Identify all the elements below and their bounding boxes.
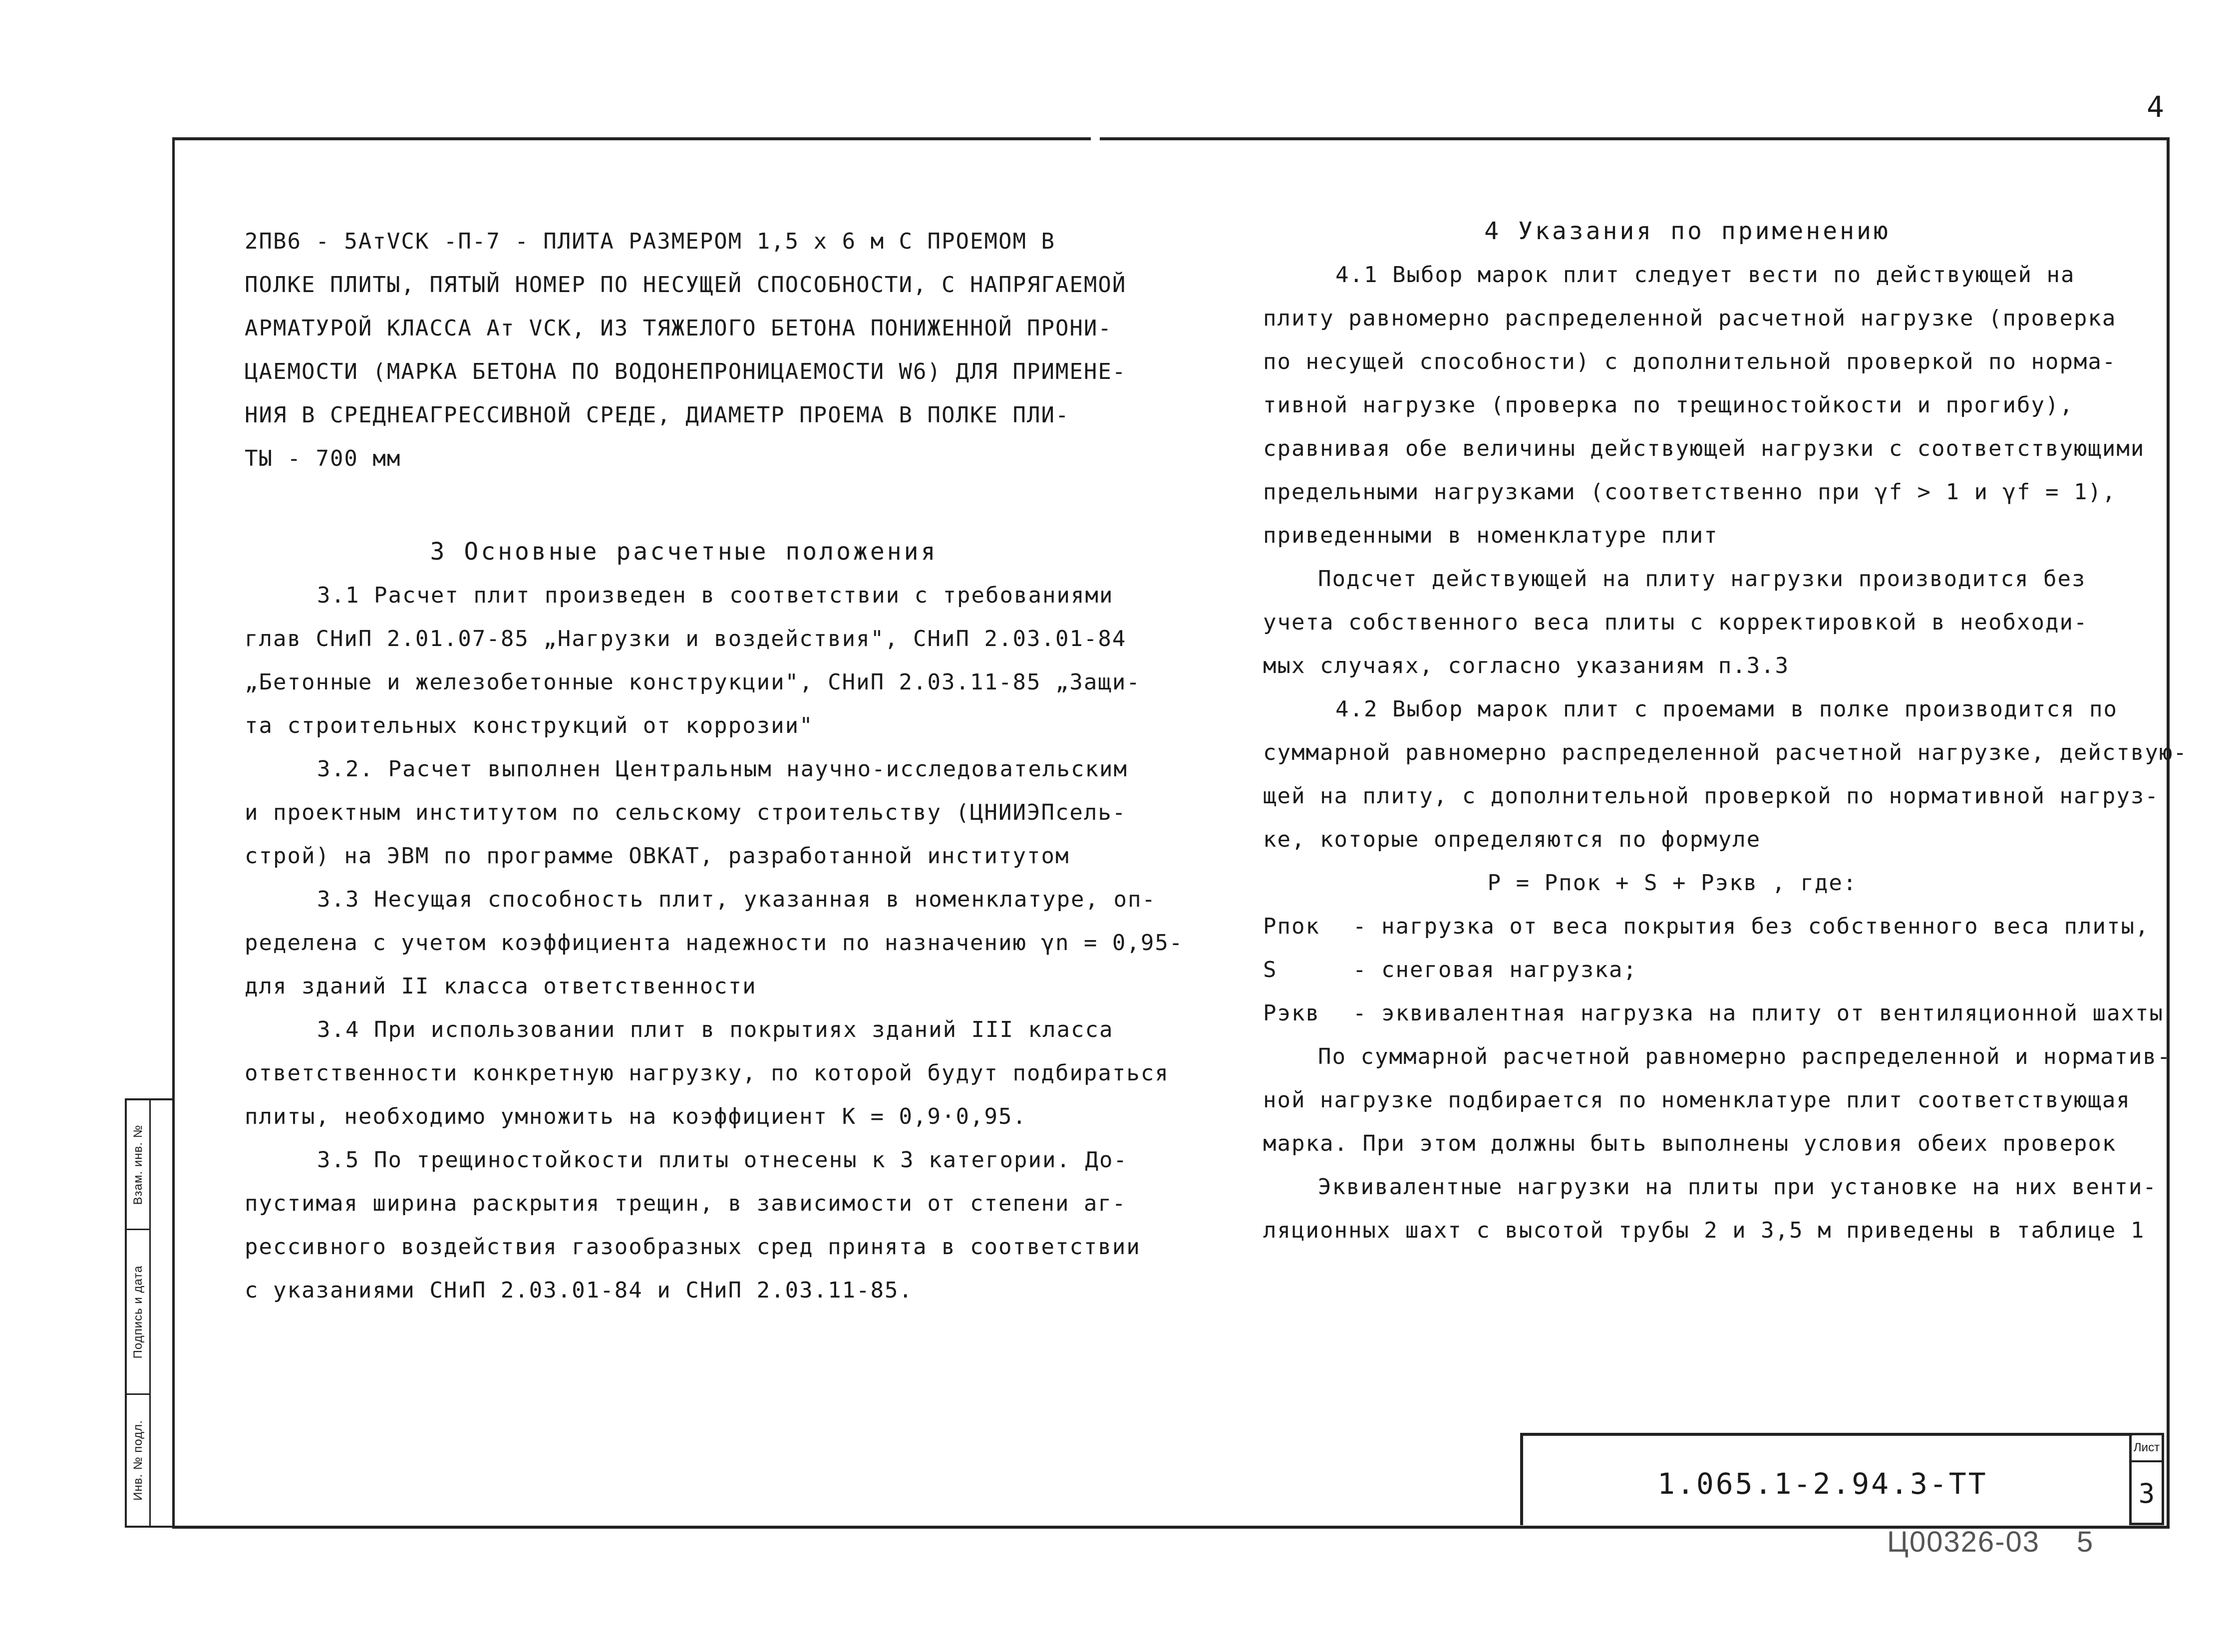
definition-text: - нагрузка от веса покрытия без собственного веса плиты, (1353, 914, 2150, 939)
text-line: 3.1 Расчет плит произведен в соответствии с требованиями (317, 583, 1114, 608)
paragraph-3-1 (245, 574, 1141, 747)
stamp-label: Инв. № подл. (131, 1420, 145, 1501)
left-column (245, 220, 1184, 1312)
section-4-heading: 4 Указания по применению (1484, 217, 1891, 245)
text-line: плиты, необходимо умножить на коэффициент K = 0,9·0,95. (245, 1104, 1027, 1129)
text-line: марка. При этом должны быть выполнены условия обеих проверок (1263, 1131, 2117, 1156)
text-line: пустимая ширина раскрытия трещин, в зависимости от степени аг- (245, 1191, 1127, 1216)
text-line: 4.2 Выбор марок плит с проемами в полке производится по (1335, 696, 2118, 722)
text-line: „Бетонные и железобетонные конструкции", СНиП 2.03.11-85 „Защи- (245, 669, 1141, 695)
text-line: глав СНиП 2.01.07-85 „Нагрузки и воздействия", СНиП 2.03.01-84 (245, 626, 1127, 652)
text-line: мых случаях, согласно указаниям п.3.3 (1263, 653, 1790, 678)
definition-term: Pпок (1263, 914, 1320, 939)
text-line: для зданий II класса ответственности (245, 974, 757, 999)
paragraph-3-3 (245, 878, 1184, 1008)
stamp-label: Взам. инв. № (131, 1124, 145, 1205)
stamp-cell (127, 1230, 149, 1395)
text-line: ПОЛКЕ ПЛИТЫ, ПЯТЫЙ НОМЕР ПО НЕСУЩЕЙ СПОСОБНОСТИ, С НАПРЯГАЕМОЙ (245, 272, 1127, 298)
sheet-cell (2129, 1433, 2164, 1525)
footer-page-number: 5 (2077, 1526, 2093, 1558)
text-line: 3.3 Несущая способность плит, указанная в номенклатуре, оп- (317, 887, 1156, 912)
paragraph-equivalent (1263, 1165, 2157, 1252)
stamp-label-column (127, 1100, 151, 1526)
stamp-cell (127, 1100, 149, 1230)
definition-term: Pэкв (1263, 1000, 1320, 1026)
text-line: 2ПВ6 - 5АтVСК -П-7 - ПЛИТА РАЗМЕРОМ 1,5 х 6 м С ПРОЕМОМ В (245, 229, 1055, 254)
text-line: строй) на ЭВМ по программе ОВКАТ, разработанной институтом (245, 843, 1070, 869)
definition-row (1263, 991, 2164, 1035)
sheet-number: 3 (2138, 1478, 2155, 1509)
paragraph-3-4 (245, 1008, 1169, 1138)
paragraph-3-5 (245, 1138, 1141, 1312)
text-line: с указаниями СНиП 2.03.01-84 и СНиП 2.03.11-85. (245, 1278, 914, 1303)
paragraph-4-2 (1263, 687, 2188, 861)
section-3-heading: 3 Основные расчетные положения (430, 538, 938, 566)
definition-row (1263, 905, 2150, 948)
text-line: 4.1 Выбор марок плит следует вести по действующей на (1335, 262, 2075, 288)
spacer (245, 480, 1123, 530)
text-line: ответственности конкретную нагрузку, по которой будут подбираться (245, 1060, 1169, 1086)
text-line: ной нагрузке подбирается по номенклатуре плит соответствующая (1263, 1087, 2131, 1113)
text-line: ляционных шахт с высотой трубы 2 и 3,5 м приведены в таблице 1 (1263, 1218, 2145, 1243)
text-line: по несущей способности) с дополнительной проверкой по норма- (1263, 349, 2117, 374)
text-line: предельными нагрузками (соответственно при γf > 1 и γf = 1), (1263, 479, 2117, 505)
text-line: рессивного воздействия газообразных сред принята в соответствии (245, 1234, 1141, 1260)
stamp-cell (127, 1395, 149, 1526)
text-line: суммарной равномерно распределенной расчетной нагрузке, действую- (1263, 740, 2188, 765)
text-line: ТЫ - 700 мм (245, 446, 401, 471)
text-line: Эквивалентные нагрузки на плиты при установке на них венти- (1318, 1174, 2157, 1200)
sheet-label: Лист (2132, 1435, 2162, 1462)
text-line: та строительных конструкций от коррозии" (245, 713, 814, 738)
right-column (1263, 210, 2188, 1252)
paragraph-summary (1263, 1035, 2172, 1165)
text-line: ке, которые определяются по формуле (1263, 827, 1761, 852)
definition-term: S (1263, 957, 1278, 983)
corner-page-number: 4 (2147, 90, 2164, 124)
formula: P = Pпок + S + Pэкв , где: (1487, 870, 1858, 896)
text-line: Подсчет действующей на плиту нагрузки производится без (1318, 566, 2086, 592)
text-line: плиту равномерно распределенной расчетной нагрузке (проверка (1263, 306, 2117, 331)
definitions-list (1263, 905, 2164, 1035)
text-line: щей на плиту, с дополнительной проверкой по нормативной нагруз- (1263, 783, 2159, 809)
text-line: АРМАТУРОЙ КЛАССА Ат VСК, ИЗ ТЯЖЕЛОГО БЕТОНА ПОНИЖЕННОЙ ПРОНИ- (245, 316, 1112, 341)
inventory-code: Ц00326-03 (1887, 1526, 2040, 1558)
paragraph-4-1-note (1263, 557, 2112, 687)
text-line: приведенными в номенклатуре плит (1263, 523, 1718, 548)
frame-gap (1091, 135, 1100, 142)
text-line: НИЯ В СРЕДНЕАГРЕССИВНОЙ СРЕДЕ, ДИАМЕТР ПРОЕМА В ПОЛКЕ ПЛИ- (245, 402, 1070, 428)
stamp-strip (125, 1098, 175, 1528)
text-line: учета собственного веса плиты с корректировкой в необходи- (1263, 610, 2088, 635)
paragraph-3-2 (245, 747, 1128, 878)
text-line: 3.2. Расчет выполнен Центральным научно-исследовательским (317, 756, 1128, 782)
text-line: 3.4 При использовании плит в покрытиях зданий III класса (317, 1017, 1114, 1042)
document-code: 1.065.1-2.94.3-ТТ (1657, 1467, 1988, 1501)
definition-row (1263, 948, 2112, 991)
text-line: ределена с учетом коэффициента надежности по назначению γn = 0,95- (245, 930, 1184, 956)
text-line: По суммарной расчетной равномерно распределенной и норматив- (1318, 1044, 2172, 1069)
text-line: тивной нагрузке (проверка по трещиностойкости и прогибу), (1263, 392, 2074, 418)
definition-text: - эквивалентная нагрузка на плиту от вентиляционной шахты (1353, 1000, 2164, 1026)
definition-text: - снеговая нагрузка; (1353, 957, 1637, 983)
intro-paragraph (245, 220, 1127, 480)
paragraph-4-1 (1263, 253, 2145, 557)
text-line: 3.5 По трещиностойкости плиты отнесены к 3 категории. До- (317, 1147, 1128, 1173)
stamp-label: Подпись и дата (131, 1265, 145, 1358)
text-line: ЦАЕМОСТИ (МАРКА БЕТОНА ПО ВОДОНЕПРОНИЦАЕМОСТИ W6) ДЛЯ ПРИМЕНЕ- (245, 359, 1127, 384)
text-line: сравнивая обе величины действующей нагрузки с соответствующими (1263, 436, 2145, 461)
text-line: и проектным институтом по сельскому строительству (ЦНИИЭПсель- (245, 800, 1127, 825)
